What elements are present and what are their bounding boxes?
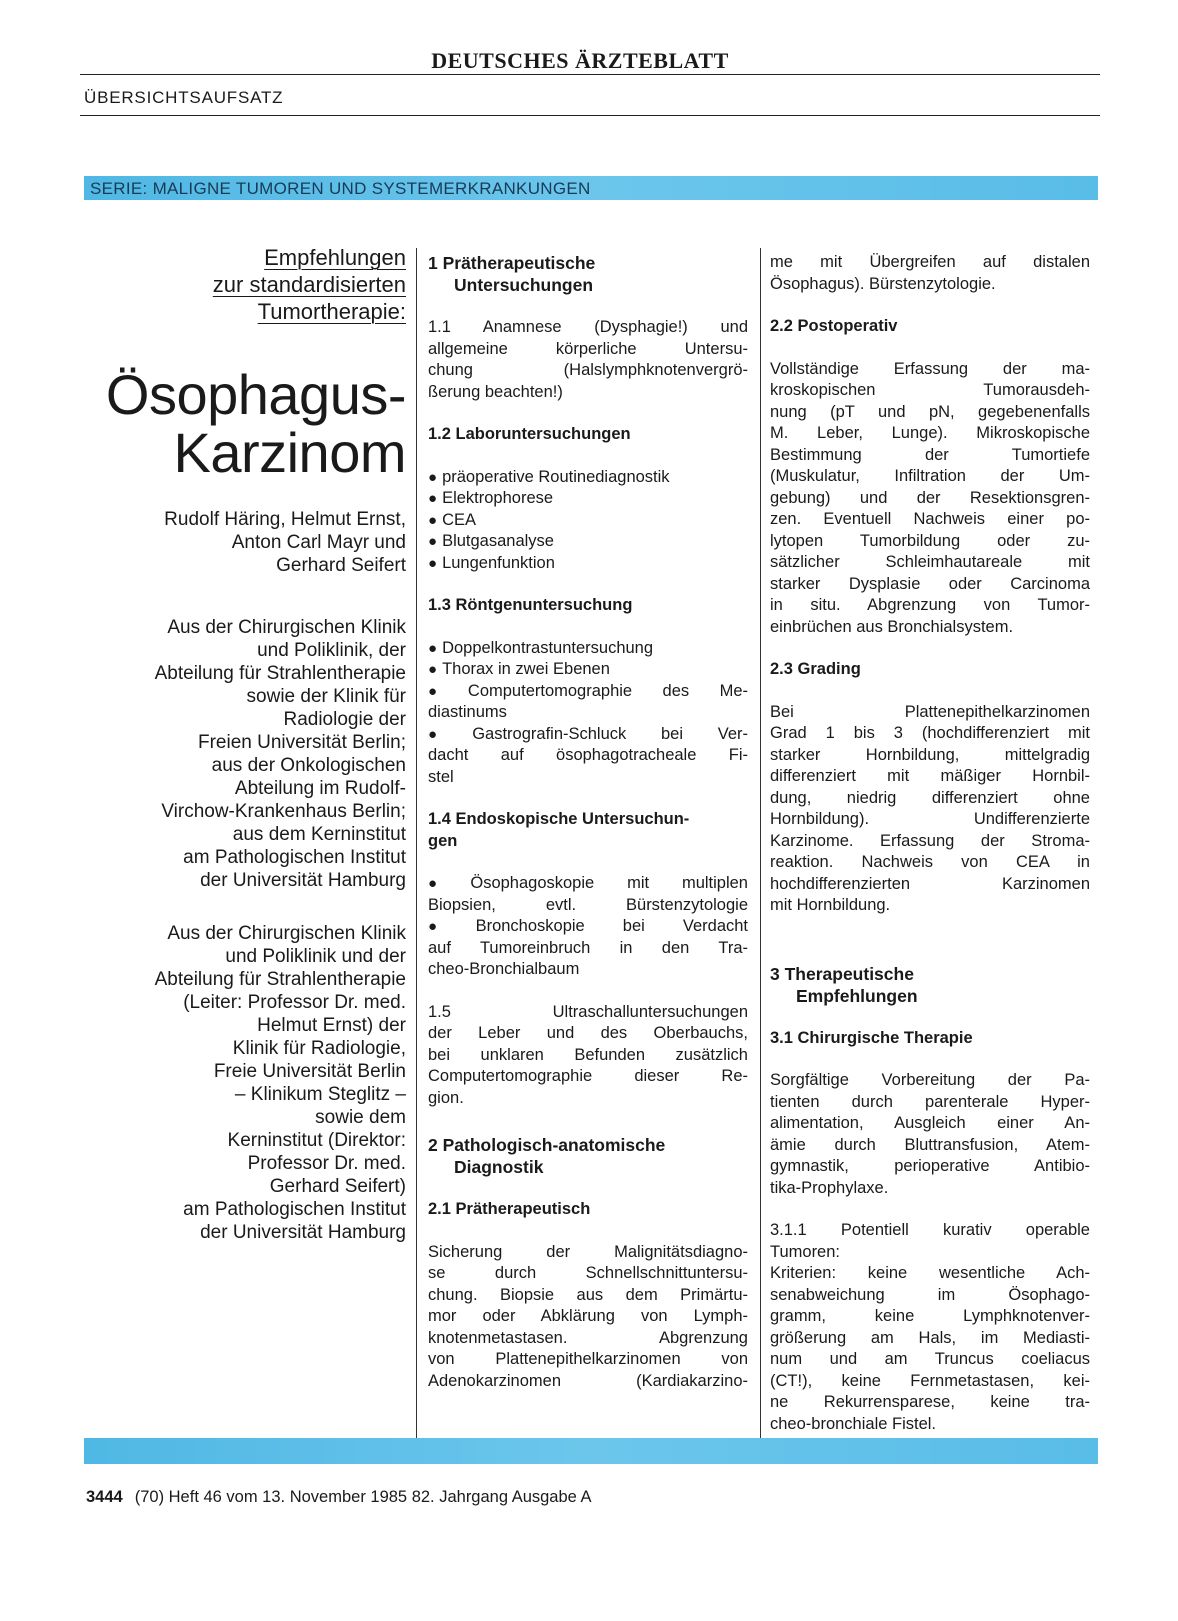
text-line: allgemeine körperliche Untersu- — [428, 339, 748, 358]
heading-line: 1 Prätherapeutische — [428, 253, 596, 273]
list-item: ● präoperative Routinediagnostik — [428, 467, 748, 489]
affiliation-line: Aus der Chirurgischen Klinik — [167, 617, 406, 638]
section-rule — [80, 115, 1100, 116]
list-item: ● Elektrophorese — [428, 488, 748, 510]
list-item: ● Lungenfunktion — [428, 553, 748, 575]
article-title-line-1: Ösophagus- — [105, 363, 406, 426]
heading-2-3: 2.3 Grading — [770, 660, 861, 678]
list-item: ● Thorax in zwei Ebenen — [428, 659, 748, 681]
author-line: Anton Carl Mayr und — [231, 532, 406, 553]
list-item-cont: stel — [428, 767, 454, 786]
text-line: zen. Eventuell Nachweis einer po- — [770, 510, 1090, 528]
paragraph-3-1-1 — [770, 1220, 1090, 1435]
text-line: Vollständige Erfassung der ma- — [770, 359, 1090, 378]
text-line: differenziert mit mäßiger Hornbil- — [770, 767, 1090, 785]
affiliation-line: Klinik für Radiologie, — [232, 1038, 406, 1059]
article-title-line-2: Karzinom — [173, 421, 406, 484]
list-item: ● Doppelkontrastuntersuchung — [428, 638, 748, 660]
heading-line: Untersuchungen — [454, 275, 594, 295]
list-item: ● Bronchoskopie bei Verdacht — [428, 916, 748, 938]
issue-info: (70) Heft 46 vom 13. November 1985 82. Jahrgang Ausgabe A — [134, 1488, 592, 1506]
heading-1 — [428, 252, 748, 296]
text-line: mor oder Abklärung von Lymph- — [428, 1307, 748, 1325]
affiliation-line: Helmut Ernst) der — [257, 1015, 406, 1036]
text-line: starker Hornbildung, mittelgradig — [770, 745, 1090, 764]
affiliation-line: Freien Universität Berlin; — [197, 732, 406, 753]
affiliation-line: am Pathologischen Institut — [183, 847, 406, 868]
text-line: einbrüchen aus Bronchialsystem. — [770, 617, 1014, 636]
text-line: bei unklaren Befunden zusätzlich — [428, 1045, 748, 1064]
heading-1-4 — [428, 809, 748, 852]
list-item-cont: auf Tumoreinbruch in den Tra- — [428, 938, 748, 957]
column-rule — [416, 248, 417, 1442]
list-item-cont: dacht auf ösophagotracheale Fi- — [428, 746, 748, 764]
page-number: 3444 — [86, 1488, 123, 1506]
affiliation-line: sowie der Klinik für — [246, 686, 406, 707]
endoscopy-list — [428, 873, 748, 981]
affiliation-line: aus der Onkologischen — [211, 755, 406, 776]
affiliation-line: Professor Dr. med. — [247, 1153, 406, 1174]
text-line: tienten durch parenterale Hyper- — [770, 1092, 1090, 1111]
affiliation-line: Gerhard Seifert) — [269, 1176, 406, 1197]
text-line: Adenokarzinomen (Kardiakarzino- — [428, 1371, 748, 1390]
text-line: gramm, keine Lymphknotenver- — [770, 1307, 1090, 1325]
text-line: Sorgfältige Vorbereitung der Pa- — [770, 1071, 1090, 1089]
series-label: SERIE: MALIGNE TUMOREN UND SYSTEMERKRANKUNGEN — [90, 179, 591, 198]
text-line: in situ. Abgrenzung von Tumor- — [770, 596, 1090, 614]
text-line: cheo-bronchiale Fistel. — [770, 1414, 936, 1433]
text-line: senabweichung im Ösophago- — [770, 1285, 1090, 1304]
paragraph-2-2 — [770, 359, 1090, 639]
header-rule — [80, 74, 1100, 75]
text-line: der Leber und des Oberbauchs, — [428, 1024, 748, 1042]
heading-2 — [428, 1134, 748, 1178]
text-line: hochdifferenzierten Karzinomen — [770, 874, 1090, 893]
paragraph-2-1 — [428, 1242, 748, 1393]
text-line: gymnastik, perioperative Antibio- — [770, 1157, 1090, 1175]
text-line: Bei Plattenepithelkarzinomen — [770, 702, 1090, 721]
kicker-line-2: zur standardisierten — [212, 272, 406, 297]
affiliation-line: der Universität Hamburg — [200, 1222, 406, 1243]
text-line: sätzlicher Schleimhautareale mit — [770, 553, 1090, 571]
text-line: me mit Übergreifen auf distalen — [770, 253, 1090, 271]
continuation — [770, 252, 1090, 295]
text-line: reaktion. Nachweis von CEA in — [770, 853, 1090, 871]
list-item: ● Computertomographie des Me- — [428, 681, 748, 703]
xray-list — [428, 638, 748, 789]
text-line: 3.1.1 Potentiell kurativ operable — [770, 1221, 1090, 1239]
affiliation-line: und Poliklinik, der — [257, 640, 406, 661]
heading-line: 1.4 Endoskopische Untersuchun- — [428, 810, 690, 828]
column-2 — [428, 252, 748, 1392]
heading-line: gen — [428, 831, 458, 850]
text-line: ßerung beachten!) — [428, 382, 563, 401]
list-item: ● Gastrografin-Schluck bei Ver- — [428, 724, 748, 746]
journal-title: DEUTSCHES ÄRZTEBLATT — [431, 48, 729, 73]
list-item: ● Ösophagoskopie mit multiplen — [428, 873, 748, 895]
affiliation-line: und Poliklinik und der — [225, 946, 406, 967]
text-line: Sicherung der Malignitätsdiagno- — [428, 1242, 748, 1261]
text-line: num und am Truncus coeliacus — [770, 1350, 1090, 1368]
affiliation-line: Freie Universität Berlin — [213, 1061, 406, 1082]
heading-line: Diagnostik — [454, 1157, 544, 1177]
text-line: gebung) und der Resektionsgren- — [770, 488, 1090, 507]
text-line: größerung am Hals, im Mediasti- — [770, 1328, 1090, 1347]
bottom-band — [84, 1438, 1098, 1464]
text-line: Kriterien: keine wesentliche Ach- — [770, 1264, 1090, 1282]
heading-line: 2 Pathologisch-anatomische — [428, 1135, 666, 1155]
text-line: tika-Prophylaxe. — [770, 1178, 889, 1197]
affiliation-line: Abteilung für Strahlentherapie — [154, 663, 406, 684]
text-line: Computertomographie dieser Re- — [428, 1067, 748, 1085]
text-line: ämie durch Bluttransfusion, Atem- — [770, 1135, 1090, 1154]
text-line: 1.1 Anamnese (Dysphagie!) und — [428, 318, 748, 336]
text-line: chung. Biopsie aus dem Primärtu- — [428, 1285, 748, 1304]
list-item-cont: Biopsien, evtl. Bürstenzytologie — [428, 895, 748, 914]
text-line: Ösophagus). Bürstenzytologie. — [770, 274, 996, 293]
list-item-cont: cheo-Bronchialbaum — [428, 960, 580, 978]
affiliation-line: – Klinikum Steglitz – — [234, 1084, 406, 1105]
affiliation-line: der Universität Hamburg — [200, 870, 406, 891]
text-line: nung (pT und pN, gegebenenfalls — [770, 402, 1090, 421]
lab-list — [428, 467, 748, 575]
affiliation-line: aus dem Kerninstitut — [232, 824, 406, 845]
heading-2-2: 2.2 Postoperativ — [770, 317, 898, 335]
text-line: ne Rekurrensparese, keine tra- — [770, 1393, 1090, 1411]
text-line: Karzinome. Erfassung der Stroma- — [770, 831, 1090, 850]
paragraph-3-1 — [770, 1070, 1090, 1199]
text-line: (CT!), keine Fernmetastasen, kei- — [770, 1371, 1090, 1390]
column-3 — [770, 252, 1090, 1435]
text-line: kroskopischen Tumorausdeh- — [770, 381, 1090, 399]
list-item-cont: diastinums — [428, 703, 507, 721]
text-line: Bestimmung der Tumortiefe — [770, 445, 1090, 464]
text-line: Hornbildung). Undifferenzierte — [770, 810, 1090, 828]
text-line: alimentation, Ausgleich einer An- — [770, 1114, 1090, 1132]
author-line: Rudolf Häring, Helmut Ernst, — [164, 509, 406, 530]
text-line: dung, niedrig differenziert ohne — [770, 788, 1090, 807]
text-line: knotenmetastasen. Abgrenzung — [428, 1328, 748, 1347]
list-item: ● CEA — [428, 510, 748, 532]
page-footer — [86, 1488, 592, 1507]
heading-3-1: 3.1 Chirurgische Therapie — [770, 1028, 973, 1047]
text-line: mit Hornbildung. — [770, 896, 891, 914]
list-item: ● Blutgasanalyse — [428, 531, 748, 553]
affiliation-line: sowie dem — [315, 1107, 406, 1128]
heading-1-3: 1.3 Röntgenuntersuchung — [428, 596, 633, 614]
heading-2-1: 2.1 Prätherapeutisch — [428, 1200, 591, 1218]
text-line: Tumoren: — [770, 1242, 840, 1261]
author-line: Gerhard Seifert — [276, 555, 406, 576]
text-line: starker Dysplasie oder Carcinoma — [770, 574, 1090, 593]
heading-line: Empfehlungen — [796, 985, 918, 1006]
affiliation-line: Virchow-Krankenhaus Berlin; — [161, 801, 406, 822]
text-line: lytopen Tumorbildung oder zu- — [770, 531, 1090, 550]
heading-1-2: 1.2 Laboruntersuchungen — [428, 425, 631, 443]
text-line: Grad 1 bis 3 (hochdifferenziert mit — [770, 724, 1090, 742]
affiliation-line: am Pathologischen Institut — [183, 1199, 406, 1220]
affiliation-line: (Leiter: Professor Dr. med. — [183, 992, 406, 1013]
affiliation-line: Abteilung im Rudolf- — [234, 778, 406, 799]
text-line: von Plattenepithelkarzinomen von — [428, 1350, 748, 1368]
affiliation-line: Radiologie der — [283, 709, 406, 730]
column-rule — [760, 248, 761, 1442]
text-line: (Muskulatur, Infiltration der Um- — [770, 467, 1090, 485]
affiliation-line: Abteilung für Strahlentherapie — [154, 969, 406, 990]
paragraph-1-1 — [428, 317, 748, 403]
text-line: chung (Halslymphknotenvergrö- — [428, 361, 748, 379]
paragraph-1-5 — [428, 1002, 748, 1110]
text-line: se durch Schnellschnittuntersu- — [428, 1264, 748, 1282]
kicker-line-3: Tumortherapie: — [257, 299, 406, 324]
heading-3 — [770, 963, 1090, 1007]
text-line: 1.5 Ultraschalluntersuchungen — [428, 1002, 748, 1021]
text-line: gion. — [428, 1088, 464, 1107]
heading-line: 3 Therapeutische — [770, 963, 914, 984]
kicker-line-1: Empfehlungen — [264, 245, 406, 270]
text-line: M. Leber, Lunge). Mikroskopische — [770, 424, 1090, 442]
paragraph-2-3 — [770, 702, 1090, 917]
affiliation-line: Kerninstitut (Direktor: — [227, 1130, 406, 1151]
section-label: ÜBERSICHTSAUFSATZ — [84, 88, 284, 107]
affiliation-line: Aus der Chirurgischen Klinik — [167, 923, 406, 944]
